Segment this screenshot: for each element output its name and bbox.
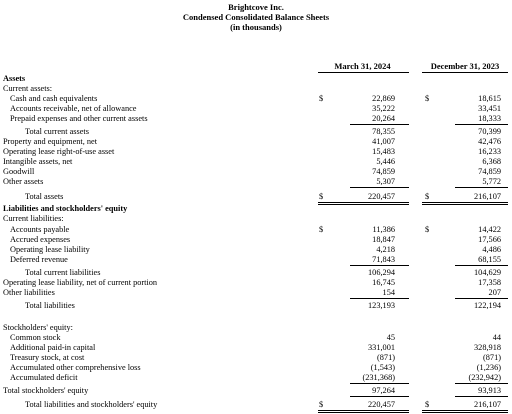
value-december-2023: 42,476 bbox=[478, 137, 501, 146]
value-december-2023: 328,918 bbox=[474, 343, 501, 352]
subtotal-rule bbox=[455, 265, 508, 266]
company-name: Brightcove Inc. bbox=[228, 2, 284, 12]
row-label: Common stock bbox=[10, 333, 61, 342]
value-december-2023: 93,913 bbox=[478, 386, 501, 395]
row-label: Goodwill bbox=[3, 167, 35, 176]
table-row bbox=[0, 167, 512, 176]
value-december-2023: 122,194 bbox=[474, 301, 501, 310]
table-row bbox=[0, 363, 512, 372]
total-double-rule bbox=[318, 412, 409, 413]
table-row bbox=[0, 147, 512, 156]
table-row bbox=[0, 214, 512, 223]
value-march-2024: 220,457 bbox=[368, 192, 395, 201]
row-label: Deferred revenue bbox=[10, 255, 68, 264]
table-row bbox=[0, 177, 512, 186]
value-march-2024: 97,264 bbox=[372, 386, 395, 395]
subtotal-rule bbox=[350, 124, 409, 125]
total-row bbox=[0, 400, 512, 409]
table-row bbox=[0, 84, 512, 93]
subtotal-rule bbox=[350, 383, 409, 384]
column-header-december-2023: December 31, 2023 bbox=[430, 61, 500, 71]
value-march-2024: 20,264 bbox=[372, 114, 395, 123]
dollar-sign: $ bbox=[425, 225, 430, 234]
table-row bbox=[0, 74, 512, 83]
table-row bbox=[0, 235, 512, 244]
value-march-2024: 4,218 bbox=[376, 245, 395, 254]
value-march-2024: 154 bbox=[382, 288, 395, 297]
dollar-sign: $ bbox=[319, 225, 324, 234]
subtotal-rule bbox=[350, 298, 409, 299]
table-row bbox=[0, 114, 512, 123]
row-label: Accounts receivable, net of allowance bbox=[10, 104, 137, 113]
value-december-2023: 6,368 bbox=[482, 157, 501, 166]
row-label: Other liabilities bbox=[3, 288, 55, 297]
total-row bbox=[0, 127, 512, 136]
value-march-2024: 45 bbox=[386, 333, 395, 342]
value-december-2023: 17,358 bbox=[478, 278, 501, 287]
row-label: Treasury stock, at cost bbox=[10, 353, 85, 362]
value-december-2023: (1,236) bbox=[476, 363, 501, 372]
row-label: Operating lease liability, net of current portion bbox=[3, 278, 158, 287]
value-december-2023: 14,422 bbox=[478, 225, 501, 234]
subtotal-rule bbox=[350, 187, 409, 188]
total-double-rule bbox=[318, 202, 409, 203]
statement-title: Condensed Consolidated Balance Sheets bbox=[182, 12, 330, 22]
value-march-2024: 5,446 bbox=[376, 157, 395, 166]
value-december-2023: 18,333 bbox=[478, 114, 501, 123]
value-december-2023: 216,107 bbox=[474, 400, 501, 409]
table-row bbox=[0, 104, 512, 113]
dollar-sign: $ bbox=[319, 400, 324, 409]
subtotal-rule bbox=[455, 124, 508, 125]
row-label: Intangible assets, net bbox=[3, 157, 73, 166]
value-december-2023: 68,155 bbox=[478, 255, 501, 264]
dollar-sign: $ bbox=[319, 192, 324, 201]
row-label: Total current assets bbox=[25, 127, 89, 136]
value-december-2023: 17,566 bbox=[478, 235, 501, 244]
value-december-2023: (871) bbox=[483, 353, 501, 362]
table-row bbox=[0, 137, 512, 146]
value-march-2024: (871) bbox=[377, 353, 395, 362]
table-row bbox=[0, 323, 512, 332]
dollar-sign: $ bbox=[425, 400, 430, 409]
table-row bbox=[0, 255, 512, 264]
value-march-2024: 11,386 bbox=[372, 225, 395, 234]
total-row bbox=[0, 301, 512, 310]
row-label: Accounts payable bbox=[10, 225, 70, 234]
table-row bbox=[0, 204, 512, 213]
subtotal-rule bbox=[350, 396, 409, 397]
value-march-2024: (231,368) bbox=[362, 373, 395, 382]
table-row bbox=[0, 94, 512, 103]
total-double-rule bbox=[422, 202, 508, 203]
value-march-2024: 35,222 bbox=[372, 104, 395, 113]
value-december-2023: 74,859 bbox=[478, 167, 501, 176]
table-row bbox=[0, 157, 512, 166]
table-row bbox=[0, 288, 512, 297]
row-label: Other assets bbox=[3, 177, 44, 186]
column-underline bbox=[318, 72, 409, 73]
total-double-rule bbox=[422, 412, 508, 413]
value-march-2024: 22,869 bbox=[372, 94, 395, 103]
column-header-march-2024: March 31, 2024 bbox=[334, 61, 391, 71]
value-march-2024: 18,847 bbox=[372, 235, 395, 244]
row-label: Prepaid expenses and other current assets bbox=[10, 114, 148, 123]
table-row bbox=[0, 225, 512, 234]
row-label: Total assets bbox=[25, 192, 64, 201]
value-december-2023: 207 bbox=[488, 288, 501, 297]
subtotal-rule bbox=[455, 383, 508, 384]
total-double-rule bbox=[318, 410, 409, 411]
value-december-2023: 18,615 bbox=[478, 94, 501, 103]
value-march-2024: 15,483 bbox=[372, 147, 395, 156]
dollar-sign: $ bbox=[319, 94, 324, 103]
total-row bbox=[0, 268, 512, 277]
dollar-sign: $ bbox=[425, 192, 430, 201]
value-december-2023: 16,233 bbox=[478, 147, 501, 156]
row-label: Liabilities and stockholders' equity bbox=[3, 204, 128, 213]
value-december-2023: (232,942) bbox=[468, 373, 501, 382]
row-label: Current assets: bbox=[3, 84, 53, 93]
value-march-2024: 41,007 bbox=[372, 137, 395, 146]
value-march-2024: (1,543) bbox=[370, 363, 395, 372]
row-label: Accumulated other comprehensive loss bbox=[10, 363, 141, 372]
row-label: Operating lease right-of-use asset bbox=[3, 147, 115, 156]
table-row bbox=[0, 343, 512, 352]
total-row bbox=[0, 386, 512, 395]
value-december-2023: 104,629 bbox=[474, 268, 501, 277]
value-december-2023: 5,772 bbox=[482, 177, 501, 186]
table-row bbox=[0, 353, 512, 362]
table-row bbox=[0, 245, 512, 254]
value-march-2024: 123,193 bbox=[368, 301, 395, 310]
value-march-2024: 220,457 bbox=[368, 400, 395, 409]
row-label: Assets bbox=[3, 74, 26, 83]
row-label: Current liabilities: bbox=[3, 214, 64, 223]
total-double-rule bbox=[422, 410, 508, 411]
subtotal-rule bbox=[455, 298, 508, 299]
row-label: Accrued expenses bbox=[10, 235, 71, 244]
row-label: Total liabilities bbox=[25, 301, 75, 310]
subtotal-rule bbox=[350, 265, 409, 266]
value-march-2024: 16,745 bbox=[372, 278, 395, 287]
row-label: Stockholders' equity: bbox=[3, 323, 73, 332]
table-row bbox=[0, 333, 512, 342]
value-march-2024: 5,307 bbox=[376, 177, 395, 186]
subtotal-rule bbox=[455, 187, 508, 188]
total-row bbox=[0, 192, 512, 201]
units-note: (in thousands) bbox=[230, 22, 282, 32]
row-label: Operating lease liability bbox=[10, 245, 90, 254]
row-label: Additional paid-in capital bbox=[10, 343, 96, 352]
value-march-2024: 71,843 bbox=[372, 255, 395, 264]
row-label: Accumulated deficit bbox=[10, 373, 78, 382]
value-december-2023: 44 bbox=[492, 333, 501, 342]
dollar-sign: $ bbox=[425, 94, 430, 103]
value-march-2024: 331,001 bbox=[368, 343, 395, 352]
value-december-2023: 216,107 bbox=[474, 192, 501, 201]
row-label: Total current liabilities bbox=[25, 268, 101, 277]
value-march-2024: 78,355 bbox=[372, 127, 395, 136]
row-label: Property and equipment, net bbox=[3, 137, 98, 146]
subtotal-rule bbox=[455, 396, 508, 397]
value-december-2023: 70,399 bbox=[478, 127, 501, 136]
value-march-2024: 74,859 bbox=[372, 167, 395, 176]
row-label: Cash and cash equivalents bbox=[10, 94, 98, 103]
row-label: Total liabilities and stockholders' equity bbox=[25, 400, 158, 409]
row-label: Total stockholders' equity bbox=[3, 386, 89, 395]
value-december-2023: 4,486 bbox=[482, 245, 501, 254]
table-row bbox=[0, 278, 512, 287]
column-underline bbox=[422, 72, 508, 73]
table-row bbox=[0, 373, 512, 382]
value-december-2023: 33,451 bbox=[478, 104, 501, 113]
value-march-2024: 106,294 bbox=[368, 268, 395, 277]
